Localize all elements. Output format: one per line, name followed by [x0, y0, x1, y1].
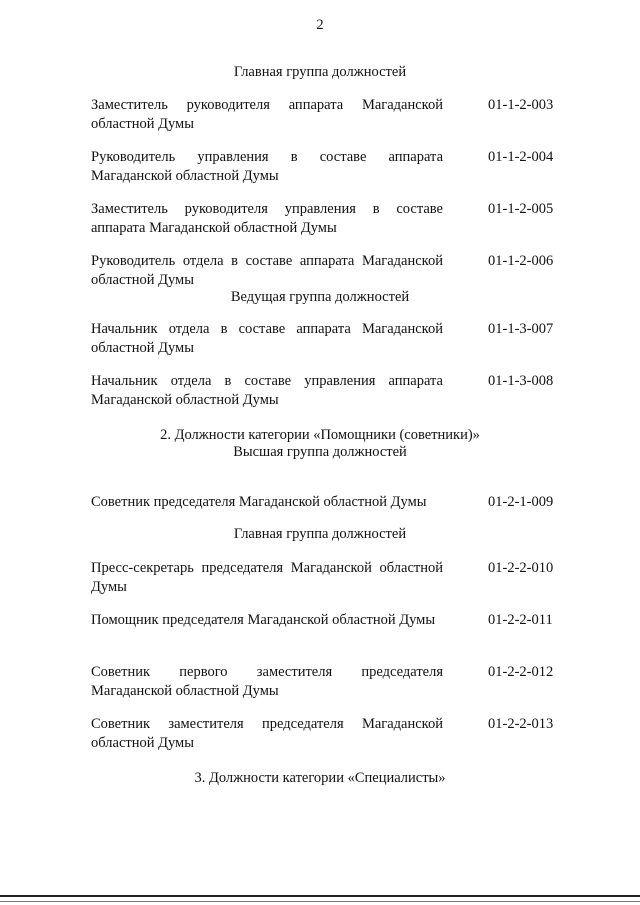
position-code: 01-1-2-004 — [488, 149, 554, 165]
position-entry — [91, 611, 561, 651]
category-heading-assistants: 2. Должности категории «Помощники (советники)» — [160, 427, 480, 443]
position-title: Советник председателя Магаданской областной Думы — [91, 494, 427, 510]
section-heading-main-group: Главная группа должностей — [233, 64, 407, 80]
position-entry — [91, 252, 561, 292]
position-code: 01-2-2-010 — [488, 560, 554, 576]
position-entry — [91, 715, 561, 755]
position-code: 01-2-2-011 — [488, 612, 553, 628]
position-title: Заместитель руководителя управления в составе аппарата Магаданской областной Думы — [91, 201, 443, 236]
section-heading-leading-group: Ведущая группа должностей — [230, 289, 410, 305]
position-entry — [91, 320, 561, 360]
position-entry — [91, 148, 561, 188]
position-title: Пресс-секретарь председателя Магаданской областной Думы — [91, 560, 443, 595]
position-title: Руководитель управления в составе аппарата Магаданской областной Думы — [91, 149, 443, 184]
position-entry — [91, 96, 561, 136]
position-entry — [91, 559, 561, 599]
position-title: Советник заместителя председателя Магаданской областной Думы — [91, 716, 443, 751]
position-title: Руководитель отдела в составе аппарата Магаданской областной Думы — [91, 253, 443, 288]
position-title: Помощник председателя Магаданской областной Думы — [91, 612, 436, 628]
category-heading-specialists: 3. Должности категории «Специалисты» — [194, 770, 446, 786]
position-entry — [91, 663, 561, 703]
position-code: 01-1-3-008 — [488, 373, 554, 389]
position-code: 01-1-2-003 — [488, 97, 554, 113]
section-heading-highest-group: Высшая группа должностей — [233, 444, 407, 460]
position-title: Начальник отдела в составе управления аппарата Магаданской областной Думы — [91, 373, 443, 408]
position-code: 01-2-2-013 — [488, 716, 554, 732]
position-code: 01-2-1-009 — [488, 494, 554, 510]
scan-edge-line — [0, 895, 640, 897]
position-title: Начальник отдела в составе аппарата Магаданской областной Думы — [91, 321, 443, 356]
section-heading-main-group: Главная группа должностей — [233, 526, 407, 542]
page-number: 2 — [316, 17, 324, 33]
position-code: 01-1-2-006 — [488, 253, 554, 269]
position-entry — [91, 372, 561, 412]
position-title: Заместитель руководителя аппарата Магаданской областной Думы — [91, 97, 443, 132]
position-entry — [91, 200, 561, 240]
position-code: 01-1-2-005 — [488, 201, 554, 217]
position-code: 01-1-3-007 — [488, 321, 554, 337]
position-title: Советник первого заместителя председателя Магаданской областной Думы — [91, 664, 443, 699]
scan-edge-line — [0, 901, 640, 902]
position-code: 01-2-2-012 — [488, 664, 554, 680]
